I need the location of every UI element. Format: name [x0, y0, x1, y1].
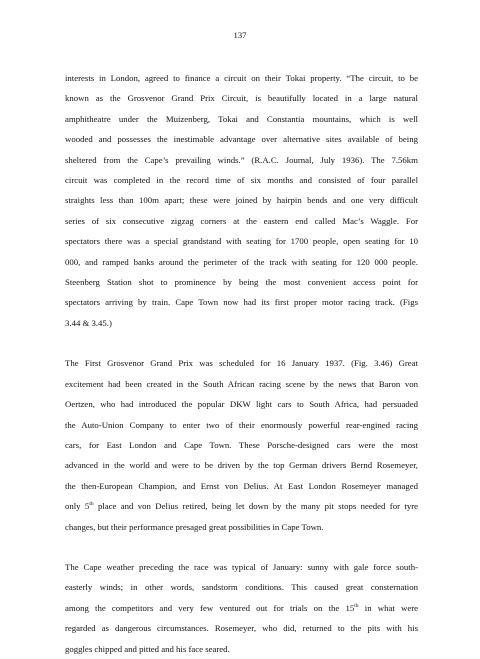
- paragraph-first-grand-prix: [65, 353, 418, 537]
- text-line: amphitheatre under the Muizenberg, Tokai and Constantia mountains, which is well: [65, 113, 418, 124]
- text-line: spectators arriving by train. Cape Town now had its first proper motor racing track. (Figs: [65, 297, 418, 308]
- text-line: the Auto-Union Company to enter two of their enormously powerful rear-engined racing: [65, 419, 418, 430]
- text-line: [65, 598, 418, 618]
- text-line: changes, but their performance presaged great possibilities in Cape Town.: [65, 521, 324, 532]
- text-line: regarded as dangerous circumstances. Rosemeyer, who did, returned to the pits with his: [65, 623, 418, 634]
- text-run: only 5: [65, 501, 90, 512]
- page-number: 137: [233, 30, 247, 40]
- text-line: advanced in the world and were to be driven by the top German drivers Bernd Rosemeyer,: [65, 460, 418, 471]
- text-line: interests in London, agreed to finance a circuit on their Tokai property. “The circuit, to be: [65, 73, 418, 83]
- text-line: goggles chipped and pitted and his face seared.: [65, 643, 230, 654]
- text-run: place and von Delius retired, being let down by the many pit stops needed for tyre: [93, 501, 418, 512]
- text-line: excitement had been created in the South African racing scene by the news that Baron von: [65, 378, 418, 389]
- text-line: the then-European Champion, and Ernst von Delius. At East London Rosemeyer managed: [65, 480, 418, 491]
- text-line: Oertzen, who had introduced the popular DKW light cars to South Africa, had persuaded: [65, 399, 418, 410]
- text-line: wooded and possesses the inestimable advantage over alternative sites available of being: [65, 134, 418, 145]
- superscript: th: [89, 501, 94, 508]
- body-text: [65, 68, 418, 659]
- text-run: among the competitors and very few ventured out for trials on the 15: [65, 602, 355, 613]
- text-line: easterly winds; in other words, sandstorm conditions. This caused great consternation: [65, 582, 418, 593]
- text-line: Steenberg Station shot to prominence by being the most convenient access point for: [65, 277, 418, 288]
- text-line: 000, and ramped banks around the perimeter of the track with seating for 120 000 people.: [65, 256, 418, 267]
- text-line: spectators there was a special grandstand with seating for 1700 people, open seating for 10: [65, 236, 418, 247]
- text-line: [65, 496, 418, 516]
- text-line: The First Grosvenor Grand Prix was scheduled for 16 January 1937. (Fig. 3.46) Great: [65, 358, 418, 369]
- text-line: circuit was completed in the record time of six months and consisted of four parallel: [65, 175, 418, 186]
- paragraph-cape-weather: [65, 557, 418, 659]
- text-run: in what were: [358, 602, 418, 613]
- text-line: straights less than 100m apart; these were joined by hairpin bends and one very difficult: [65, 195, 418, 206]
- text-line: sheltered from the Cape’s prevailing winds.” (R.A.C. Journal, July 1936). The 7.56km: [65, 154, 418, 165]
- paragraph-grosvenor-circuit: [65, 68, 418, 333]
- text-line: known as the Grosvenor Grand Prix Circuit, is beautifully located in a large natural: [65, 93, 418, 104]
- text-line: series of six consecutive zigzag corners at the eastern end called Mac’s Waggle. For: [65, 215, 418, 226]
- text-line: The Cape weather preceding the race was typical of January: sunny with gale force south-: [65, 561, 418, 572]
- text-line: cars, for East London and Cape Town. These Porsche-designed cars were the most: [65, 439, 418, 450]
- text-line: 3.44 & 3.45.): [65, 317, 112, 328]
- superscript: th: [354, 602, 359, 609]
